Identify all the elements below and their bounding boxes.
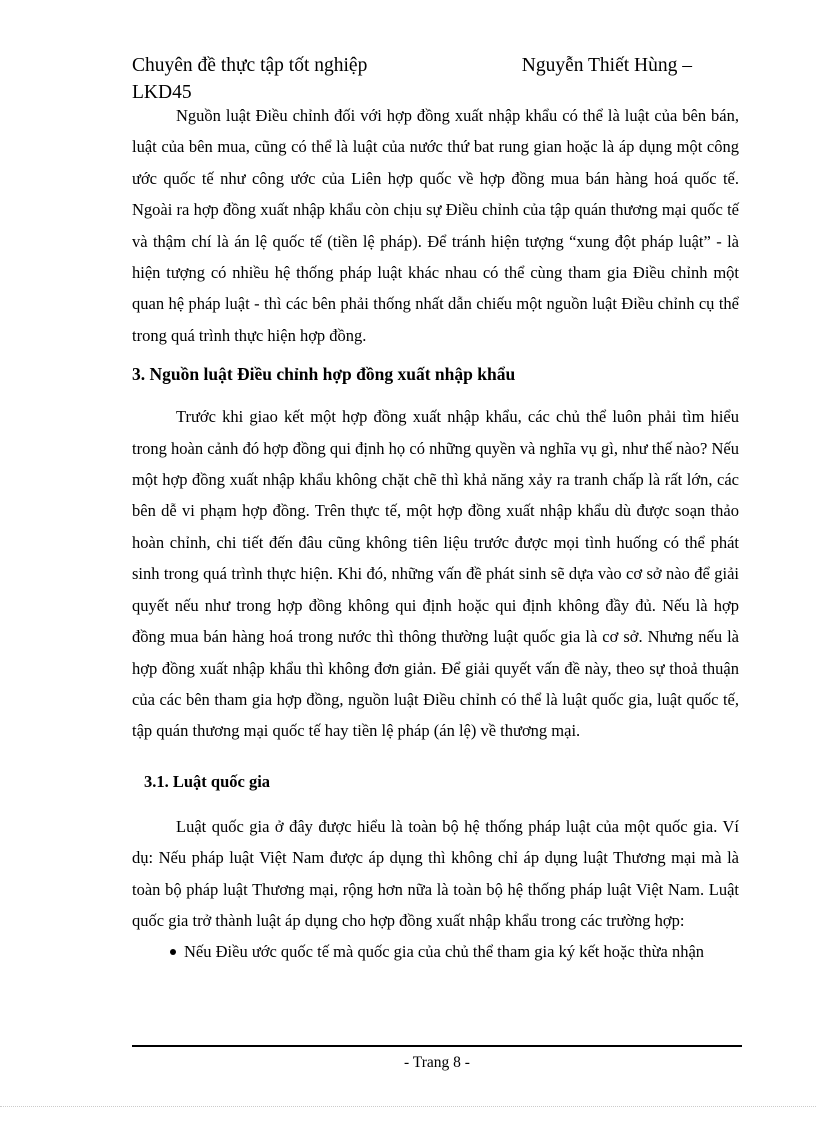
footer-divider [132,1045,742,1047]
bullet-icon [170,949,176,955]
header-row [132,52,692,79]
header-class-code: LKD45 [132,82,192,103]
subsection-heading-3-1: 3.1. Luật quốc gia [144,771,271,791]
list-item [132,936,739,967]
header-document-title: Chuyên đề thực tập tốt nghiệp [132,55,368,76]
header-author: Nguyễn Thiết Hùng – [521,55,692,76]
page-number: - Trang 8 - [404,1054,470,1071]
paragraph-governing-law-intro: Nguồn luật Điều chỉnh đối với hợp đồng xuất nhập khẩu có thể là luật của bên bán, luật của bên mua, cũng có thể là luật của nước thứ bat rung gian hoặc là áp dụng một công ước quốc tế như công ước của Liên hợp quốc về hợp đồng mua bán hàng hoá quốc tế. Ngoài ra hợp đồng xuất nhập khẩu còn chịu sự Điều chỉnh của tập quán thương mại quốc tế và thậm chí là án lệ quốc tế (tiền lệ pháp). Để tránh hiện tượng “xung đột pháp luật” - là hiện tượng có nhiều hệ thống pháp luật khác nhau có thể cùng tham gia Điều chỉnh một quan hệ pháp luật - thì các bên phải thống nhất dẫn chiếu một nguồn luật Điều chỉnh cụ thể trong quá trình thực hiện hợp đồng. [132,106,739,345]
list-item-text: Nếu Điều ước quốc tế mà quốc gia của chủ thể tham gia ký kết hoặc thừa nhận [184,942,705,962]
paragraph-national-law: Luật quốc gia ở đây được hiểu là toàn bộ hệ thống pháp luật của một quốc gia. Ví dụ: Nếu pháp luật Việt Nam được áp dụng thì không chỉ áp dụng luật Thương mại mà là toàn bộ pháp luật Thương mại, rộng hơn nữa là toàn bộ hệ thống pháp luật Việt Nam. Luật quốc gia trở thành luật áp dụng cho hợp đồng xuất nhập khẩu trong các trường hợp: [132,816,739,930]
page-header [132,52,732,106]
document-body [132,100,739,967]
bullet-list [132,936,739,967]
paragraph-contract-basis: Trước khi giao kết một hợp đồng xuất nhập khẩu, các chủ thể luôn phải tìm hiểu trong hoàn cảnh đó hợp đồng qui định họ có những quyền và nghĩa vụ gì, như thế nào? Nếu một hợp đồng xuất nhập khẩu không chặt chẽ thì khả năng xảy ra tranh chấp là rất lớn, các bên dễ vi phạm hợp đồng. Trên thực tế, một hợp đồng xuất nhập khẩu dù được soạn thảo hoàn chỉnh, chi tiết đến đâu cũng không tiên liệu trước được mọi tình huống có thể phát sinh trong quá trình thực hiện. Khi đó, những vấn đề phát sinh sẽ dựa vào cơ sở nào để giải quyết nếu như trong hợp đồng không qui định hoặc qui định không đầy đủ. Nếu là hợp đồng mua bán hàng hoá trong nước thì thông thường luật quốc gia là cơ sở. Nhưng nếu là hợp đồng xuất nhập khẩu thì không đơn giản. Để giải quyết vấn đề này, theo sự thoả thuận của các bên tham gia hợp đồng, nguồn luật Điều chỉnh có thể là luật quốc gia, luật quốc tế, tập quán thương mại quốc tế hay tiền lệ pháp (án lệ) về thương mại. [132,407,739,741]
section-heading-3: 3. Nguồn luật Điều chỉnh hợp đồng xuất nhập khẩu [132,364,516,385]
page-boundary [0,1106,816,1107]
